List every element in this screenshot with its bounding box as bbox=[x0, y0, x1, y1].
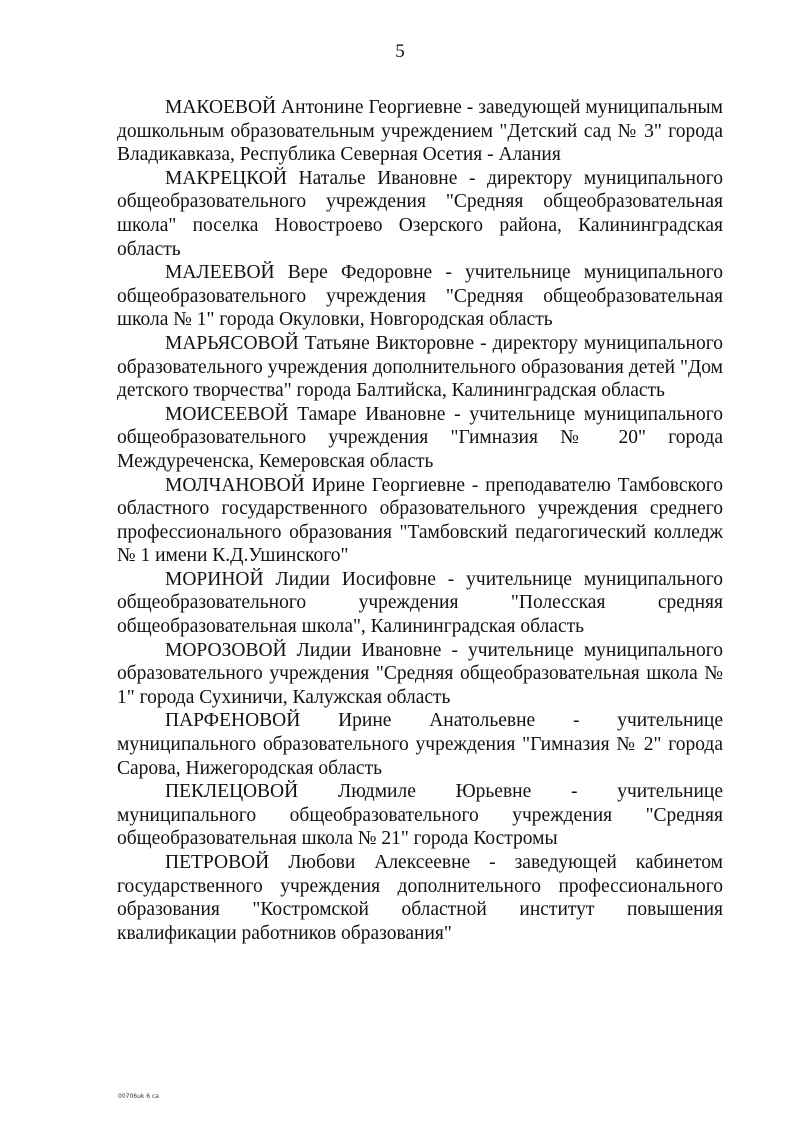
list-item: МАКРЕЦКОЙ Наталье Ивановне - директору муниципального общеобразовательного учреждения "Средняя общеобразовательная школа" поселка Новостроево Озерского района, Калининградская область bbox=[117, 167, 723, 260]
list-item: МАКОЕВОЙ Антонине Георгиевне - заведующей муниципальным дошкольным образовательным учреждением "Детский сад № 3" города Владикавказа, Республика Северная Осетия - Алания bbox=[117, 97, 723, 166]
list-item: МОИСЕЕВОЙ Тамаре Ивановне - учительнице муниципального общеобразовательного учреждения "Гимназия № 20" города Междуреченска, Кемеровская область bbox=[117, 403, 723, 472]
list-item: МОРИНОЙ Лидии Иосифовне - учительнице муниципального общеобразовательного учреждения "Полесская средняя общеобразовательная школа", Калининградская область bbox=[117, 568, 723, 638]
list-item: МАЛЕЕВОЙ Вере Федоровне - учительнице муниципального общеобразовательного учреждения "Средняя общеобразовательная школа № 1" города Окуловки, Новгородская область bbox=[117, 262, 723, 331]
list-item: МОЛЧАНОВОЙ Ирине Георгиевне - преподавателю Тамбовского областного государственного образовательного учреждения среднего профессионального образования "Тамбовский педагогический колледж № 1 имени К.Д.Ушинского" bbox=[117, 474, 723, 567]
list-item: МОРОЗОВОЙ Лидии Ивановне - учительнице муниципального образовательного учреждения "Средняя общеобразовательная школа № 1" города Сухиничи, Калужская область bbox=[117, 639, 723, 708]
document-code: 00706uk 6 ca bbox=[118, 1093, 159, 1100]
award-list bbox=[117, 96, 723, 945]
list-item: ПАРФЕНОВОЙ Ирине Анатольевне - учительнице муниципального образовательного учреждения "Гимназия № 2" города Сарова, Нижегородская область bbox=[117, 710, 723, 779]
list-item: ПЕТРОВОЙ Любови Алексеевне - заведующей кабинетом государственного учреждения дополнительного профессионального образования "Костромской областной институт повышения квалификации работников образования" bbox=[117, 852, 723, 944]
list-item: ПЕКЛЕЦОВОЙ Людмиле Юрьевне - учительнице муниципального общеобразовательного учреждения "Средняя общеобразовательная школа № 21" города Костромы bbox=[117, 781, 723, 850]
page-number: 5 bbox=[395, 41, 405, 62]
list-item: МАРЬЯСОВОЙ Татьяне Викторовне - директору муниципального образовательного учреждения дополнительного образования детей "Дом детского творчества" города Балтийска, Калининградская область bbox=[117, 332, 723, 402]
